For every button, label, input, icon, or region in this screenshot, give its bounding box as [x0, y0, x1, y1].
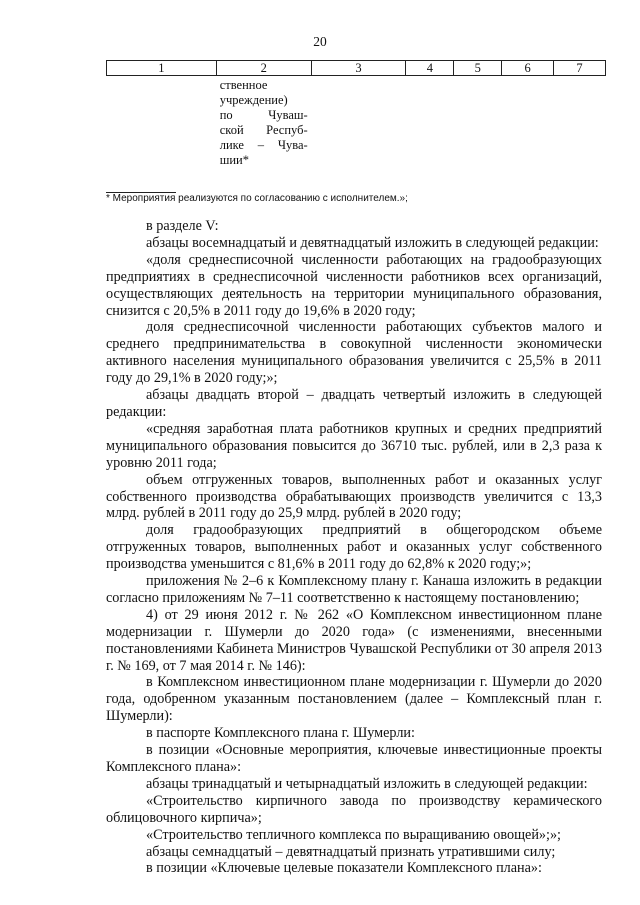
cell-line: ственное: [219, 78, 268, 92]
page-number: 20: [313, 34, 327, 49]
paragraph: «Строительство тепличного комплекса по выращиванию овощей»;»;: [146, 826, 561, 843]
cell-line: учреждение): [219, 93, 288, 107]
paragraph: «средняя заработная плата работников крупных и средних предприятий муниципального образования повысится до 36710 тыс. рублей, или в 2,3 раза к уровню 2011 года;: [106, 420, 602, 471]
paragraph: доля среднесписочной численности работающих субъектов малого и среднего предпринимательства в совокупной численности экономически активного населения муниципального образования увеличится с 25,5% в 2011 году до 29,1% в 2020 году;»;: [106, 319, 602, 387]
table-row: [107, 76, 606, 169]
paragraph: абзацы восемнадцатый и девятнадцатый изложить в следующей редакции:: [146, 234, 599, 251]
cell-line: по Чуваш-: [219, 108, 308, 122]
cell-line: ской Респуб-: [219, 123, 308, 137]
table-header-row: [107, 61, 606, 76]
table-header-cell: 5: [454, 61, 502, 76]
paragraph: в разделе V:: [146, 218, 219, 234]
table-header-cell: 2: [216, 61, 311, 76]
paragraph: объем отгруженных товаров, выполненных работ и оказанных услуг собственного производства обрабатывающих производств увеличится с 13,3 млрд. рублей в 2011 году до 25,9 млрд. рублей в 2020 году;: [106, 471, 602, 522]
paragraph: абзацы тринадцатый и четырнадцатый изложить в следующей редакции:: [146, 775, 588, 792]
paragraph: в позиции «Основные мероприятия, ключевые инвестиционные проекты Комплексного плана»:: [106, 742, 602, 775]
paragraph: в Комплексном инвестиционном плане модернизации г. Шумерли до 2020 года, одобренном указанным постановлением (далее – Комплексный план г. Шумерли):: [106, 674, 602, 725]
cell-line: лике – Чува-: [219, 138, 308, 152]
paragraph: «доля среднесписочной численности работающих на градообразующих предприятиях в среднесписочной численности работников всех организаций, осуществляющих деятельность на территории муниципального образования, снизится с 20,5% в 2011 году до 19,6% в 2020 году;: [106, 251, 602, 319]
table-header-cell: 3: [311, 61, 406, 76]
paragraph: приложения № 2–6 к Комплексному плану г. Канаша изложить в редакции согласно приложениям № 7–11 соответственно к настоящему постановлению;: [106, 573, 602, 606]
table-header-cell: 6: [502, 61, 554, 76]
footnote: * Мероприятия реализуются по согласованию с исполнителем.»;: [106, 193, 408, 204]
paragraph: «Строительство кирпичного завода по производству керамического облицовочного кирпича»;: [106, 792, 602, 826]
paragraph: 4) от 29 июня 2012 г. № 262 «О Комплексном инвестиционном плане модернизации г. Шумерли до 2020 года» (с изменениями, внесенными постановлениями Кабинета Министров Чувашской Республики от 30 апреля 2013 г. № 169, от 7 мая 2014 г. № 146):: [106, 606, 602, 674]
paragraph: в позиции «Ключевые целевые показатели Комплексного плана»:: [146, 860, 542, 877]
paragraph: абзацы двадцать второй – двадцать четвертый изложить в следующей редакции:: [106, 387, 602, 420]
document-body: [106, 218, 602, 877]
paragraph: абзацы семнадцатый – девятнадцатый признать утратившими силу;: [146, 843, 556, 860]
continuation-table: [106, 60, 606, 168]
table-header-cell: 7: [554, 61, 606, 76]
table-cell-executor: [216, 76, 311, 169]
cell-line: шии*: [219, 153, 249, 167]
table-header-cell: 4: [406, 61, 454, 76]
table-header-cell: 1: [107, 61, 217, 76]
paragraph: доля градообразующих предприятий в общегородском объеме отгруженных товаров, выполненных работ и оказанных услуг собственного производства уменьшится с 81,6% в 2011 году до 62,8% к 2020 году;»;: [106, 522, 602, 573]
paragraph: в паспорте Комплексного плана г. Шумерли:: [146, 725, 415, 742]
